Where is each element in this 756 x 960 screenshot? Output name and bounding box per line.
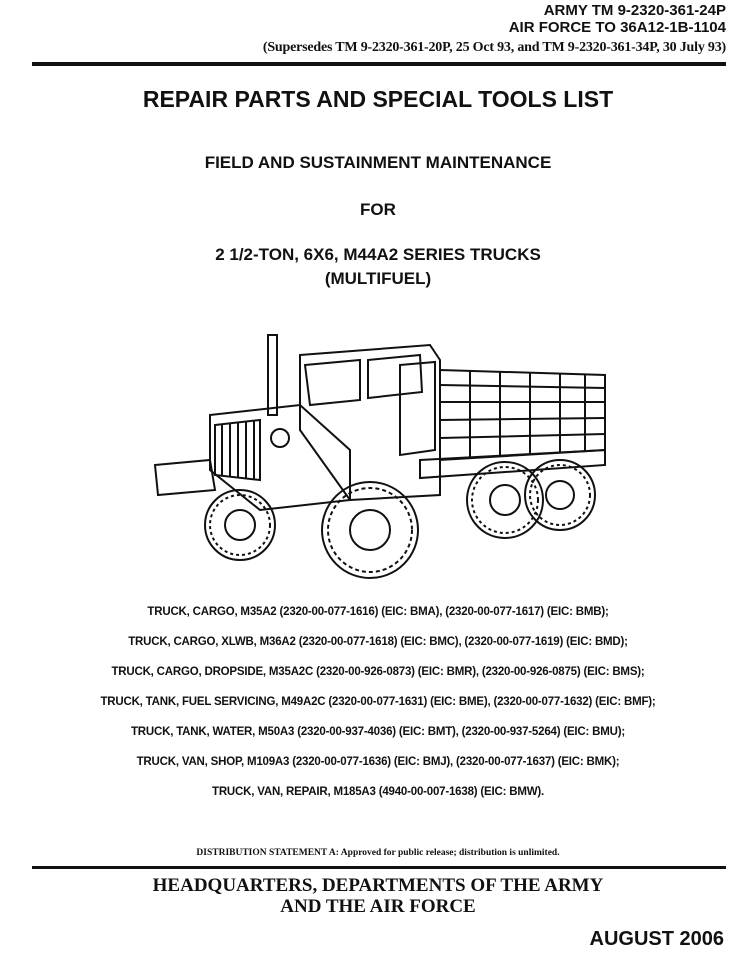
header-rule — [32, 62, 726, 66]
exhaust-stack — [268, 335, 277, 415]
truck-illustration — [150, 330, 610, 585]
truck-model-list — [0, 600, 756, 810]
footer-rule — [32, 866, 726, 869]
for-label: FOR — [360, 200, 396, 219]
headquarters-line-2: AND THE AIR FORCE — [280, 896, 476, 917]
truck-model-item: TRUCK, VAN, SHOP, M109A3 (2320-00-077-1636) (EIC: BMJ), (2320-00-077-1637) (EIC: BMK); — [136, 756, 620, 768]
page-title: REPAIR PARTS AND SPECIAL TOOLS LIST — [142, 86, 614, 112]
headquarters-line-1: HEADQUARTERS, DEPARTMENTS OF THE ARMY — [152, 875, 604, 896]
truck-model-item: TRUCK, CARGO, M35A2 (2320-00-077-1616) (EIC: BMA), (2320-00-077-1617) (EIC: BMB); — [147, 606, 609, 618]
document-numbers — [509, 2, 726, 36]
maintenance-level: FIELD AND SUSTAINMENT MAINTENANCE — [204, 153, 552, 172]
front-bumper — [155, 460, 215, 495]
headquarters — [0, 875, 756, 917]
army-tm-number: ARMY TM 9-2320-361-24P — [543, 2, 726, 19]
truck-model-item: TRUCK, CARGO, XLWB, M36A2 (2320-00-077-1618) (EIC: BMC), (2320-00-077-1619) (EIC: BMD); — [128, 636, 628, 648]
truck-model-item: TRUCK, CARGO, DROPSIDE, M35A2C (2320-00-926-0873) (EIC: BMR), (2320-00-926-0875) (EIC: BMS); — [111, 666, 645, 678]
publication-date: AUGUST 2006 — [589, 928, 724, 950]
air-force-to-number: AIR FORCE TO 36A12-1B-1104 — [508, 19, 726, 36]
distribution-statement: DISTRIBUTION STATEMENT A: Approved for public release; distribution is unlimited. — [196, 848, 560, 858]
vehicle-fuel-type: (MULTIFUEL) — [324, 269, 432, 288]
supersedes-note: (Supersedes TM 9-2320-361-20P, 25 Oct 93, and TM 9-2320-361-34P, 30 July 93) — [262, 40, 726, 55]
truck-model-item: TRUCK, VAN, REPAIR, M185A3 (4940-00-007-1638) (EIC: BMW). — [212, 786, 544, 798]
truck-model-item: TRUCK, TANK, FUEL SERVICING, M49A2C (2320-00-077-1631) (EIC: BME), (2320-00-077-1632) (EIC: BMF); — [100, 696, 656, 708]
vehicle-series: 2 1/2-TON, 6X6, M44A2 SERIES TRUCKS — [215, 245, 541, 264]
truck-model-item: TRUCK, TANK, WATER, M50A3 (2320-00-937-4036) (EIC: BMT), (2320-00-937-5264) (EIC: BMU); — [130, 726, 626, 738]
wheels — [205, 460, 595, 578]
